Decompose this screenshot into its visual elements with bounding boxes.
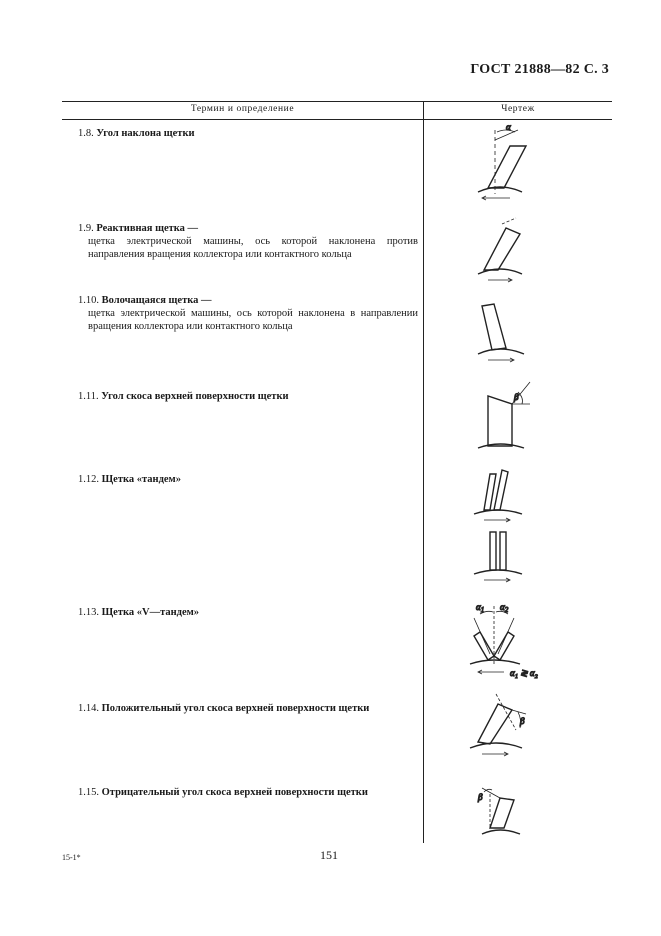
figure-v-tandem-brush (460, 598, 580, 688)
figure-reactive-brush (460, 216, 540, 286)
entry-title: Щетка «V—тандем» (101, 607, 200, 618)
page-number: 151 (320, 848, 338, 862)
figure-tandem-brush-tilted (460, 466, 540, 526)
column-divider (423, 101, 424, 843)
beta-label: β (520, 716, 525, 726)
entry-number: 1.13. (78, 607, 99, 618)
entry-number: 1.10. (78, 295, 99, 306)
figure-negative-bevel-angle (460, 778, 540, 840)
entry-number: 1.14. (78, 703, 99, 714)
figure-positive-bevel-angle (460, 690, 540, 760)
document-header: ГОСТ 21888—82 С. 3 (470, 62, 609, 77)
table-top-rule (62, 101, 612, 102)
alpha1-label: $\alpha_1$ (476, 602, 485, 614)
entry-1-9 (78, 222, 418, 261)
footer-sheet-mark: 15-1* (62, 853, 81, 862)
alpha-label: α (506, 122, 511, 132)
entry-title: Положительный угол скоса верхней поверхности щетки (101, 703, 370, 714)
figure-trailing-brush (460, 298, 540, 368)
entry-1-12 (78, 473, 418, 486)
figure-top-bevel-angle (460, 376, 540, 456)
entry-definition: щетка электрической машины, ось которой наклонена против направления вращения коллектора или контактного кольца (88, 236, 418, 260)
figure-brush-tilt-angle (460, 120, 540, 202)
figure-tandem-brush-radial (460, 526, 540, 586)
entry-number: 1.12. (78, 474, 99, 485)
beta-label: β (514, 392, 519, 402)
entry-1-14 (78, 702, 418, 715)
entry-1-10 (78, 294, 418, 333)
entry-number: 1.8. (78, 128, 94, 139)
column-header-drawing: Чертеж (501, 104, 535, 114)
column-header-term: Термин и определение (190, 104, 295, 114)
beta-label: β (478, 792, 483, 802)
entry-title: Угол наклона щетки (96, 128, 195, 139)
entry-number: 1.15. (78, 787, 99, 798)
alpha-relation-label: α₁ ≷ α₂ (510, 668, 538, 678)
entry-1-8 (78, 127, 418, 140)
entry-definition: щетка электрической машины, ось которой наклонена в направлении вращения коллектора или контактного кольца (88, 308, 418, 332)
entry-title: Щетка «тандем» (101, 474, 181, 485)
alpha2-label: $\alpha_2$ (500, 602, 509, 614)
entry-title: Волочащаяся щетка — (101, 295, 212, 306)
entry-1-13 (78, 606, 418, 619)
entry-number: 1.11. (78, 391, 99, 402)
entry-title: Угол скоса верхней поверхности щетки (101, 391, 289, 402)
entry-title: Отрицательный угол скоса верхней поверхности щетки (101, 787, 368, 798)
entry-1-11 (78, 390, 418, 403)
entry-title: Реактивная щетка — (96, 223, 199, 234)
entry-number: 1.9. (78, 223, 94, 234)
entry-1-15 (78, 786, 418, 799)
